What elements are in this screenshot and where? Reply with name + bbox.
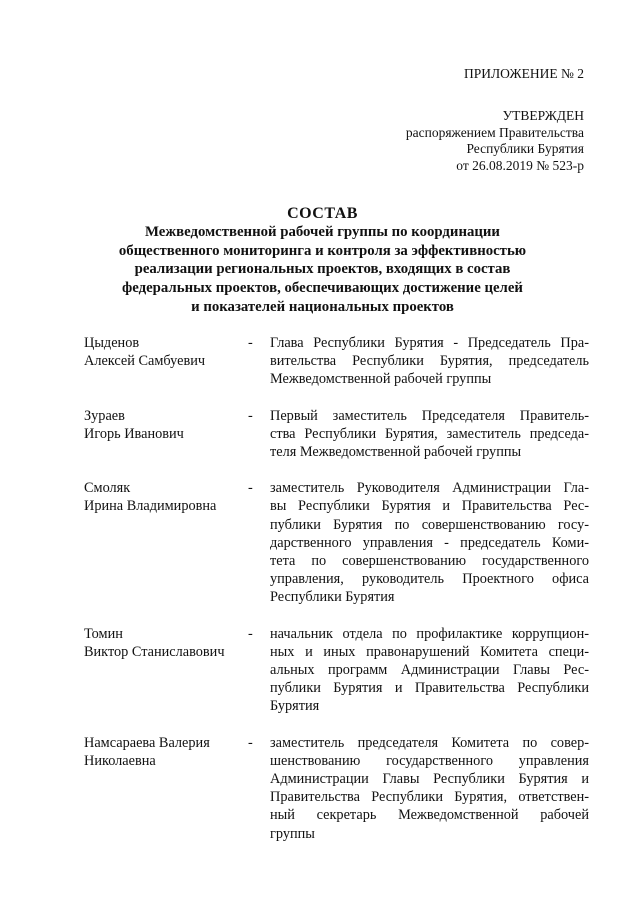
position-line: заместитель председателя Комитета по совер- [270, 734, 589, 751]
appendix-label [464, 66, 584, 83]
position-line: тета по совершенствованию государственного [270, 553, 589, 570]
member-entry [84, 734, 589, 843]
member-position [270, 407, 589, 462]
title-line: Межведомственной рабочей группы по координации [145, 224, 500, 240]
appendix-number: ПРИЛОЖЕНИЕ № 2 [463, 66, 584, 81]
member-position [270, 625, 589, 716]
member-surname: Намсараева Валерия [84, 734, 210, 751]
position-line: группы [270, 825, 315, 842]
title-main: СОСТАВ [287, 205, 358, 222]
approved-org: Республики Бурятия [466, 141, 584, 156]
position-line: теля Межведомственной рабочей группы [270, 444, 522, 461]
approved-by: распоряжением Правительства [405, 124, 584, 140]
member-dash: - [248, 734, 253, 751]
position-line: Глава Республики Бурятия - Председатель Пра- [270, 335, 589, 351]
member-given-name: Ирина Владимировна [84, 498, 217, 515]
member-surname: Зураев [84, 407, 125, 424]
position-line: шенствованию государственного управления [270, 752, 589, 769]
member-given-name: Игорь Иванович [84, 425, 184, 442]
member-name [84, 479, 248, 606]
member-entry [84, 334, 589, 389]
position-line: Бурятия [270, 698, 320, 715]
position-line: ный секретарь Межведомственной рабочей [270, 807, 589, 824]
member-surname: Томин [84, 625, 123, 642]
members-list [84, 334, 589, 861]
title-line: реализации региональных проектов, входящих в состав [134, 261, 511, 278]
position-line: Республики Бурятия [270, 589, 395, 606]
title-line: общественного мониторинга и контроля за эффективностью [118, 242, 527, 259]
title-line: федеральных проектов, обеспечивающих достижение целей [122, 280, 523, 297]
member-name [84, 734, 248, 843]
member-entry [84, 479, 589, 606]
position-line: Межведомственной рабочей группы [270, 371, 492, 388]
title-line: и показателей национальных проектов [191, 298, 454, 315]
member-dash: - [248, 480, 253, 497]
member-surname: Цыденов [84, 335, 140, 351]
member-given-name: Николаевна [84, 752, 156, 769]
member-surname: Смоляк [84, 480, 131, 497]
approved-label: УТВЕРЖДЕН [502, 108, 584, 123]
member-name [84, 334, 248, 389]
position-line: заместитель Руководителя Администрации Гла- [270, 480, 589, 497]
position-line: публики Бурятия по совершенствованию госу- [270, 516, 589, 533]
position-line: начальник отдела по профилактике коррупцион- [270, 625, 589, 642]
position-line: Первый заместитель Председателя Правитель- [270, 407, 589, 424]
document-title [60, 204, 585, 317]
position-line: вы Республики Бурятия и Правительства Рес- [270, 498, 589, 515]
member-given-name: Виктор Станиславович [84, 643, 225, 660]
member-position [270, 334, 589, 389]
position-line: дарственного управления - председатель Коми- [270, 534, 589, 551]
member-name [84, 625, 248, 716]
position-line: Правительства Республики Бурятия, ответствен- [270, 789, 589, 806]
position-line: публики Бурятия и Правительства Республики [270, 680, 589, 697]
member-dash: - [248, 625, 253, 642]
member-entry [84, 625, 589, 716]
approval-stamp [406, 108, 584, 174]
member-dash: - [248, 407, 253, 424]
member-dash: - [248, 335, 253, 351]
member-entry [84, 407, 589, 462]
position-line: ства Республики Бурятия, заместитель председа- [270, 425, 589, 442]
position-line: Администрации Главы Республики Бурятия и [270, 771, 589, 788]
member-position [270, 734, 589, 843]
member-given-name: Алексей Самбуевич [84, 353, 206, 370]
position-line: вительства Республики Бурятия, председатель [270, 353, 589, 370]
member-position [270, 479, 589, 606]
position-line: управления, руководитель Проектного офиса [270, 571, 589, 588]
member-name [84, 407, 248, 462]
position-line: альных программ Администрации Главы Рес- [270, 662, 589, 679]
approved-date: от 26.08.2019 № 523-р [456, 157, 584, 173]
position-line: ных и иных правонарушений Комитета специ- [270, 643, 589, 660]
